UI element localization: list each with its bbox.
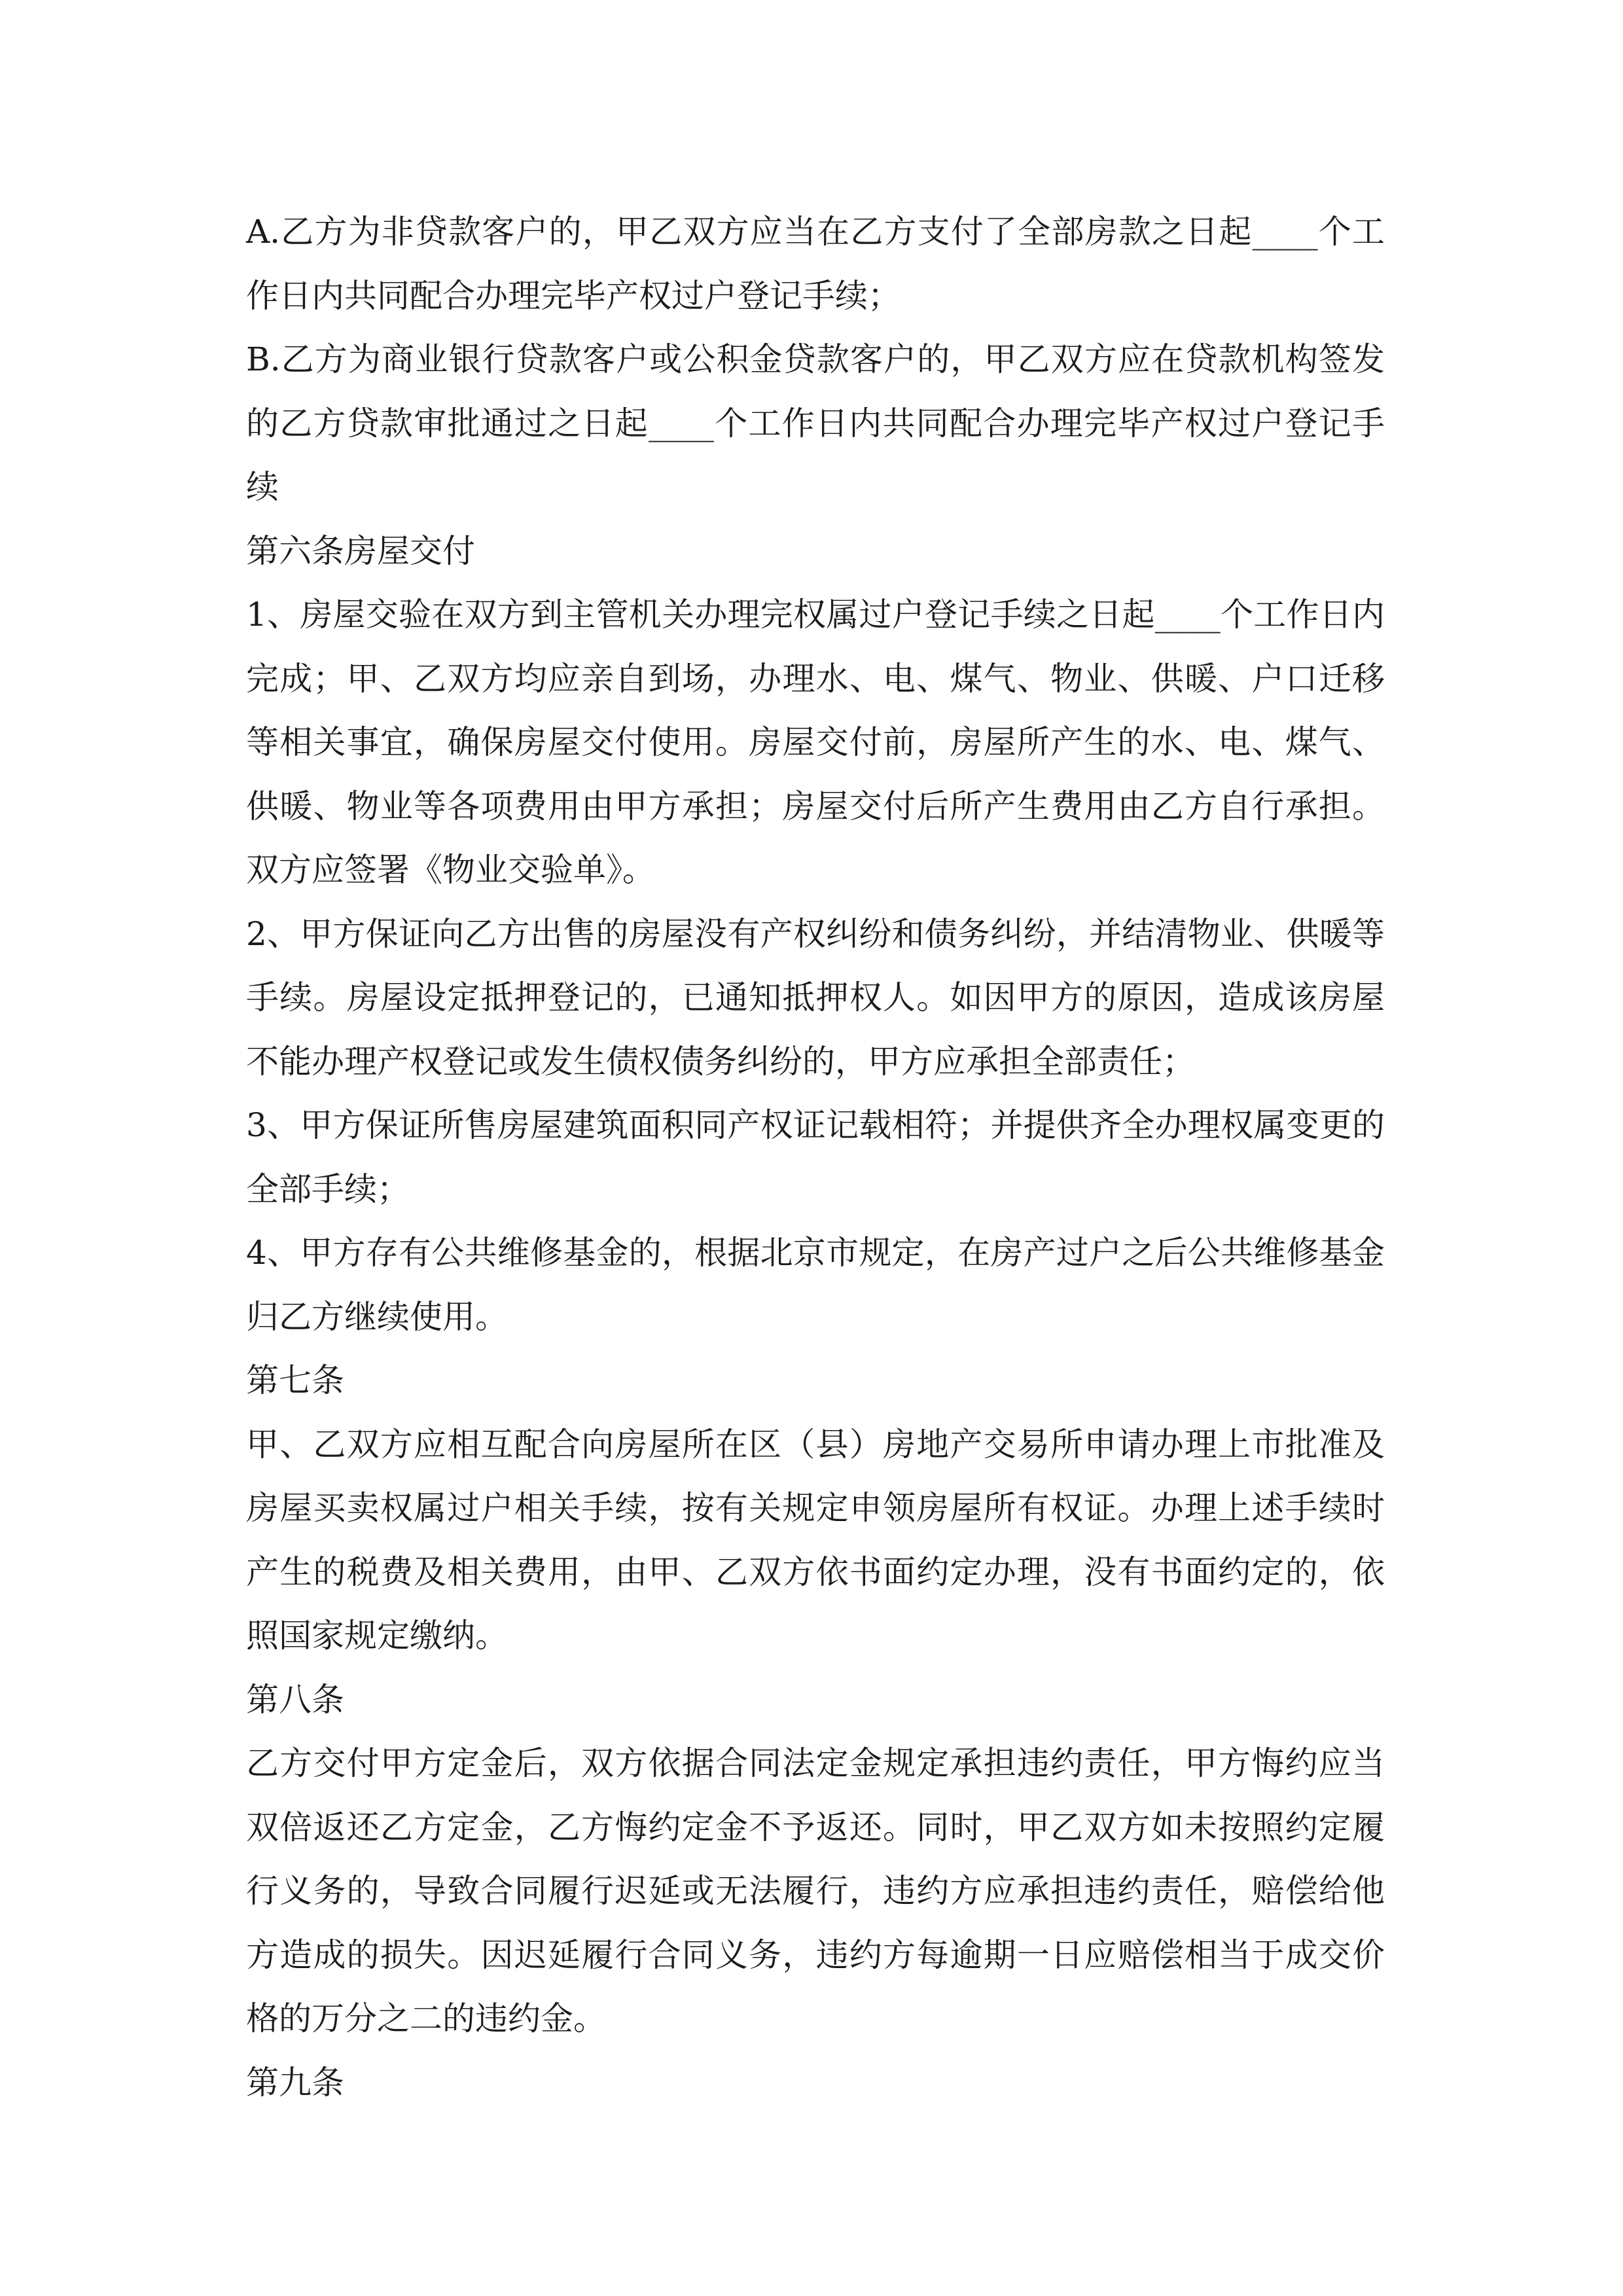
article-7-body: 甲、乙双方应相互配合向房屋所在区（县）房地产交易所申请办理上市批准及房屋买卖权属过户相关手续，按有关规定申领房屋所有权证。办理上述手续时产生的税费及相关费用，由甲、乙双方依书面约定办理，没有书面约定的，依照国家规定缴纳。 <box>246 1425 1385 1655</box>
article-7-heading: 第七条 <box>246 1361 344 1399</box>
article-6-heading: 第六条房屋交付 <box>246 531 475 570</box>
article-6-item-3: 3、甲方保证所售房屋建筑面积同产权证记载相符；并提供齐全办理权属变更的全部手续； <box>246 1106 1385 1208</box>
article-6-item-2: 2、甲方保证向乙方出售的房屋没有产权纠纷和债务纠纷，并结清物业、供暖等手续。房屋设定抵押登记的，已通知抵押权人。如因甲方的原因，造成该房屋不能办理产权登记或发生债权债务纠纷的，甲方应承担全部责任； <box>246 914 1385 1081</box>
article-8-heading: 第八条 <box>246 1680 344 1719</box>
article-6-item-4: 4、甲方存有公共维修基金的，根据北京市规定，在房产过户之后公共维修基金归乙方继续使用。 <box>246 1234 1385 1336</box>
article-6-item-1: 1、房屋交验在双方到主管机关办理完权属过户登记手续之日起____个工作日内完成；甲、乙双方均应亲自到场，办理水、电、煤气、物业、供暖、户口迁移等相关事宜，确保房屋交付使用。房屋交付前，房屋所产生的水、电、煤气、供暖、物业等各项费用由甲方承担；房屋交付后所产生费用由乙方自行承担。双方应签署《物业交验单》。 <box>246 596 1385 889</box>
article-9-heading: 第九条 <box>246 2063 344 2102</box>
document-body <box>246 200 1385 2115</box>
clause-a-non-loan: A.乙方为非贷款客户的，甲乙双方应当在乙方支付了全部房款之日起____个工作日内共同配合办理完毕产权过户登记手续； <box>246 213 1385 315</box>
clause-b-loan: B.乙方为商业银行贷款客户或公积金贷款客户的，甲乙双方应在贷款机构签发的乙方贷款审批通过之日起____个工作日内共同配合办理完毕产权过户登记手续 <box>246 340 1385 506</box>
article-8-body: 乙方交付甲方定金后，双方依据合同法定金规定承担违约责任，甲方悔约应当双倍返还乙方定金，乙方悔约定金不予返还。同时，甲乙双方如未按照约定履行义务的，导致合同履行迟延或无法履行，违约方应承担违约责任，赔偿给他方造成的损失。因迟延履行合同义务，违约方每逾期一日应赔偿相当于成交价格的万分之二的违约金。 <box>246 1744 1385 2037</box>
